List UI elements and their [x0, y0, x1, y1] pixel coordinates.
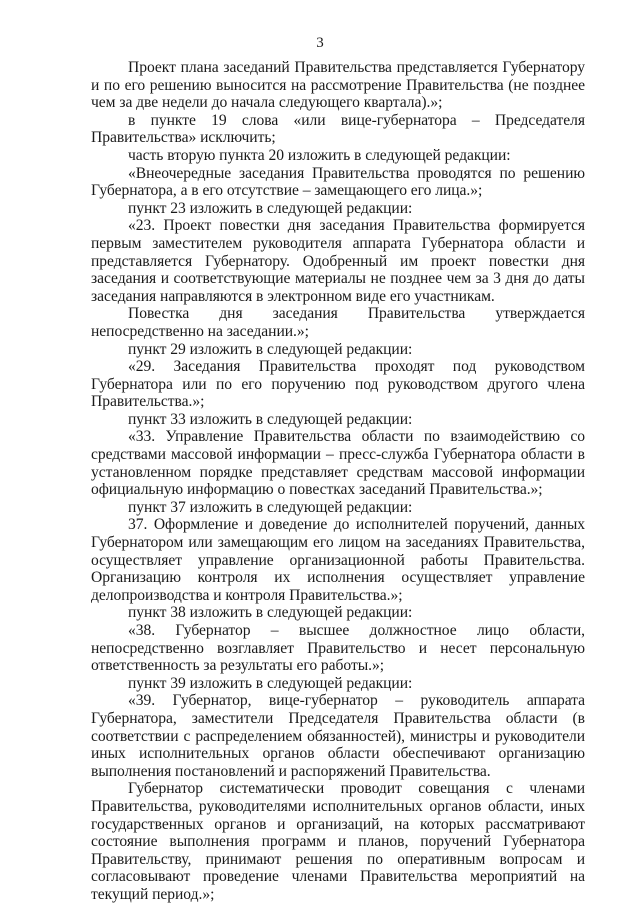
- paragraph-17: «39. Губернатор, вице-губернатор – руководитель аппарата Губернатора, заместители Председателя Правительства области (в соответствии с распределением обязанностей), министры и руководители иных исполнительных органов области обеспечивают организацию выполнения постановлений и распоряжений Правительства.: [91, 692, 585, 780]
- paragraph-14: пункт 38 изложить в следующей редакции:: [128, 604, 413, 622]
- paragraph-9: «29. Заседания Правительства проходят под руководством Губернатора или по его поручению под руководством другого члена Правительства.»;: [91, 358, 585, 411]
- document-body: [91, 59, 585, 904]
- paragraph-3: часть вторую пункта 20 изложить в следующей редакции:: [128, 146, 511, 164]
- paragraph-7: Повестка дня заседания Правительства утверждается непосредственно на заседании.»;: [91, 305, 585, 340]
- paragraph-6: «23. Проект повестки дня заседания Правительства формируется первым заместителем руководителя аппарата Губернатора области и представляется Губернатору. Одобренный им проект повестки дня заседания и соответствующие материалы не позднее чем за 3 дня до даты заседания направляются в электронном виде его участникам.: [91, 217, 585, 305]
- paragraph-10: пункт 33 изложить в следующей редакции:: [128, 410, 413, 428]
- paragraph-5: пункт 23 изложить в следующей редакции:: [128, 199, 413, 217]
- paragraph-11: «33. Управление Правительства области по взаимодействию со средствами массовой информации – пресс-служба Губернатора области в установленном порядке представляет средствам массовой информации официальную информацию о повестках заседаний Правительства.»;: [91, 428, 585, 499]
- paragraph-2: в пункте 19 слова «или вице-губернатора – Председателя Правительства» исключить;: [91, 111, 585, 147]
- paragraph-13: 37. Оформление и доведение до исполнителей поручений, данных Губернатором или замещающим его лицом на заседаниях Правительства, осуществляет управление организационной работы Правительства. Организацию контроля их исполнения осуществляет управление делопроизводства и контроля Правительства.»;: [91, 516, 585, 604]
- paragraph-16: пункт 39 изложить в следующей редакции:: [128, 674, 413, 692]
- paragraph-1: Проект плана заседаний Правительства представляется Губернатору и по его решению выносится на рассмотрение Правительства (не позднее чем за две недели до начала следующего квартала).»;: [91, 59, 585, 112]
- paragraph-4: «Внеочередные заседания Правительства проводятся по решению Губернатора, а в его отсутствие – замещающего его лица.»;: [91, 164, 585, 200]
- paragraph-8: пункт 29 изложить в следующей редакции:: [128, 340, 413, 358]
- page-number: 3: [316, 35, 324, 51]
- paragraph-12: пункт 37 изложить в следующей редакции:: [128, 498, 413, 516]
- paragraph-18: Губернатор систематически проводит совещания с членами Правительства, руководителями исполнительных органов области, иных государственных органов и организаций, на которых рассматривают состояние выполнения программ и планов, поручений Губернатора Правительству, принимают решения по оперативным вопросам и согласовывают проведение членами Правительства мероприятий на текущий период.»;: [91, 780, 585, 903]
- paragraph-15: «38. Губернатор – высшее должностное лицо области, непосредственно возглавляет Правительство и несет персональную ответственность за результаты его работы.»;: [91, 622, 585, 675]
